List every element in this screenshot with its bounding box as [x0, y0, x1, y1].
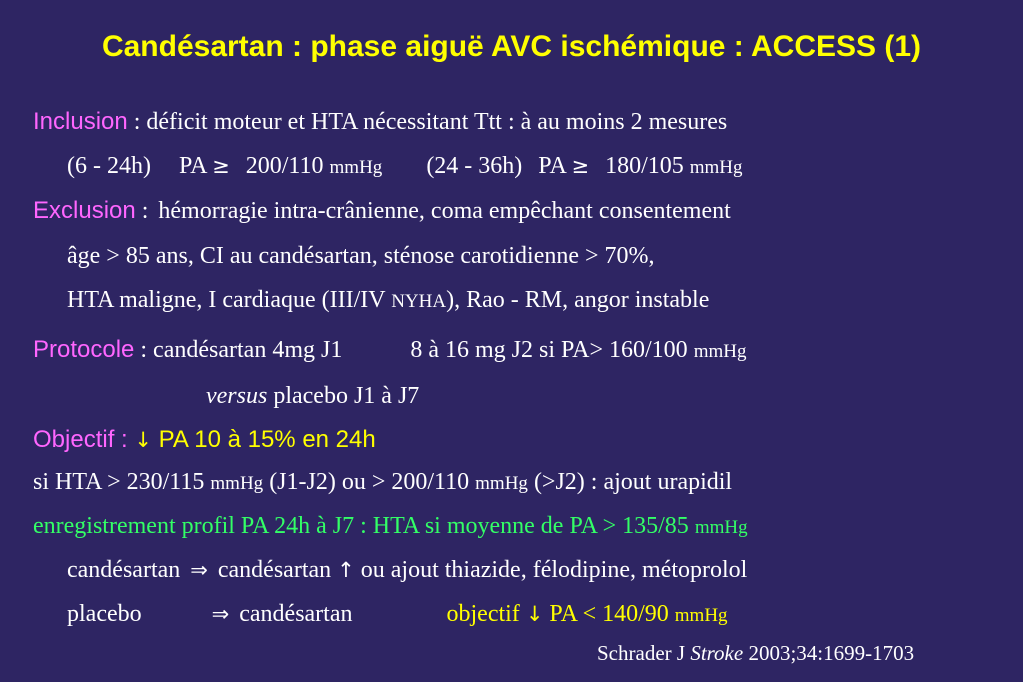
placebo-objectif: objectif: [446, 601, 520, 627]
inclusion-line: [33, 108, 727, 136]
unit-mmhg: mmHg: [693, 341, 747, 362]
unit-mmhg: mmHg: [329, 157, 383, 178]
reference-journal: Stroke: [690, 641, 744, 665]
implies-arrow-icon: ⇒: [211, 602, 230, 626]
objectif-text: PA 10 à 15% en 24h: [158, 426, 376, 453]
reference-details: 2003;34:1699-1703: [748, 641, 915, 665]
exclusion-line-3-b: ), Rao - RM, angor instable: [446, 287, 710, 313]
threshold-late: 180/105: [605, 153, 684, 179]
protocole-label: Protocole: [33, 336, 135, 363]
cand-a: candésartan: [67, 557, 181, 583]
down-arrow-icon: ↓: [525, 602, 544, 626]
unit-mmhg: mmHg: [475, 473, 528, 494]
implies-arrow-icon: ⇒: [190, 558, 208, 582]
cand-b: candésartan: [217, 557, 332, 583]
inclusion-text: : déficit moteur et HTA nécessitant Ttt : à au moins 2 mesures: [127, 109, 728, 135]
si-hta-a: si HTA > 230/115: [33, 469, 205, 495]
objectif-line: [33, 426, 376, 454]
reference: [597, 641, 914, 666]
slide-title: Candésartan : phase aiguë AVC ischémique : ACCESS (1): [101, 30, 922, 63]
unit-mmhg: mmHg: [210, 473, 264, 494]
placebo-text: placebo J1 à J7: [267, 383, 420, 409]
window-late: (24 - 36h): [426, 153, 523, 179]
versus-text: versus: [206, 383, 268, 409]
protocole-text-1: : candésartan 4mg J1: [134, 337, 343, 363]
inclusion-label: Inclusion: [33, 108, 128, 135]
si-hta-b: (J1-J2) ou > 200/110: [269, 469, 470, 495]
exclusion-colon: :: [135, 198, 149, 224]
window-early: (6 - 24h): [67, 153, 151, 179]
protocole-text-2: 8 à 16 mg J2 si PA> 160/100: [410, 337, 688, 363]
threshold-early: 200/110: [245, 153, 324, 179]
enregistrement-line: [33, 513, 748, 540]
unit-mmhg: mmHg: [689, 157, 743, 178]
exclusion-text: hémorragie intra-crânienne, coma empêchant consentement: [158, 198, 731, 224]
protocole-line: [33, 336, 746, 364]
placebo-line: [67, 601, 728, 628]
down-arrow-icon: ↓: [134, 428, 152, 452]
placebo-target: PA < 140/90: [549, 601, 669, 627]
placebo-a: placebo: [67, 601, 142, 627]
si-hta-line: [33, 469, 732, 496]
exclusion-line-3: [67, 287, 709, 314]
pa-label-2: PA: [538, 153, 566, 179]
geq-symbol-2: ≥: [571, 154, 590, 178]
protocole-line-2: [206, 383, 419, 410]
exclusion-line-3-a: HTA maligne, I cardiaque (III/IV: [67, 287, 386, 313]
geq-symbol-1: ≥: [212, 154, 230, 178]
exclusion-line-2: âge > 85 ans, CI au candésartan, sténose carotidienne > 70%,: [67, 243, 655, 269]
reference-author: Schrader J: [597, 641, 686, 665]
inclusion-criteria-line: [67, 153, 743, 180]
enregistrement-text: enregistrement profil PA 24h à J7 : HTA si moyenne de PA > 135/85: [33, 513, 689, 539]
exclusion-line: [33, 197, 731, 225]
pa-label-1: PA: [178, 153, 207, 179]
unit-mmhg: mmHg: [694, 517, 748, 538]
placebo-b: candésartan: [239, 601, 353, 627]
up-arrow-icon: ↑: [337, 558, 355, 582]
nyha-label: NYHA: [391, 291, 447, 312]
exclusion-label: Exclusion: [33, 197, 136, 224]
si-hta-c: (>J2) : ajout urapidil: [533, 469, 733, 495]
objectif-label: Objectif :: [33, 426, 128, 453]
unit-mmhg: mmHg: [674, 605, 728, 626]
cand-c: ou ajout thiazide, félodipine, métoprolol: [360, 557, 748, 583]
candesartan-line: [67, 557, 747, 584]
